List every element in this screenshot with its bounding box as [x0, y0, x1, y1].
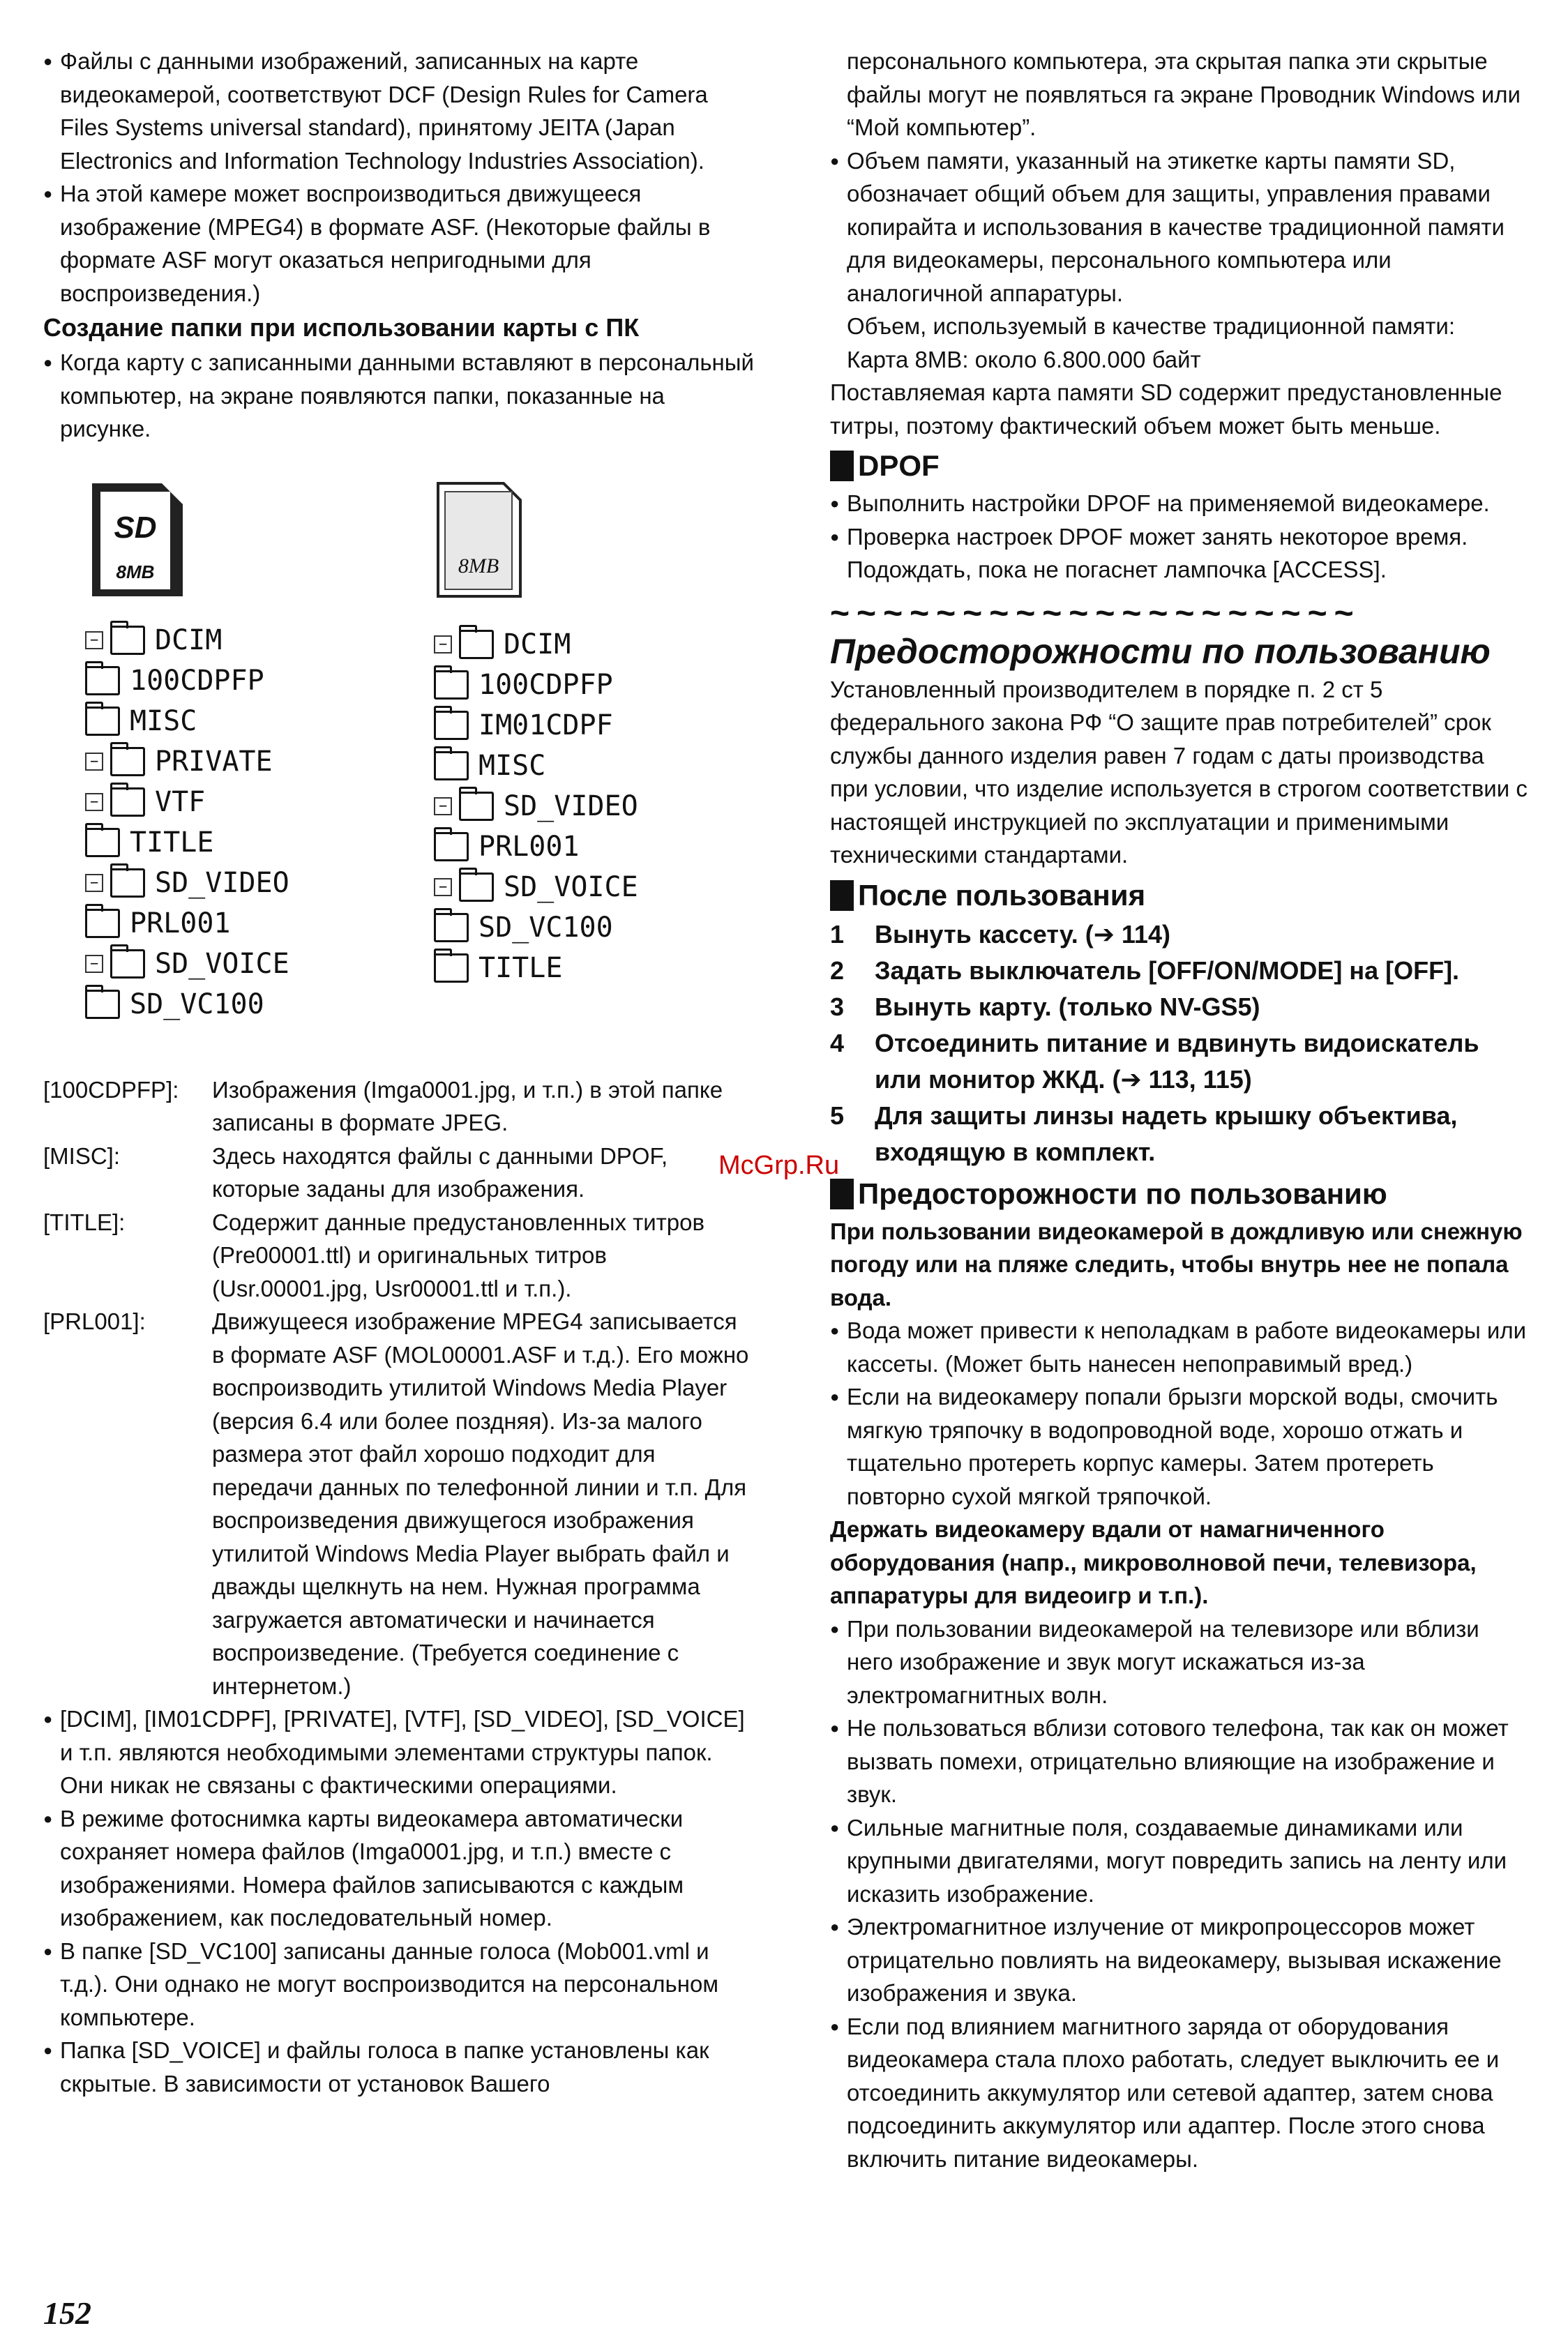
bullet-water-damage: ● Вода может привести к неполадкам в работе видеокамеры или кассеты. (Может быть нанесен непоправимый вред.): [830, 1314, 1528, 1380]
step-3: 3 Вынуть карту. (только NV-GS5): [830, 992, 1260, 1021]
def-title: [TITLE]: Содержит данные предустановленных титров (Pre00001.ttl) и оригинальных титров (Usr.00001.jpg, Usr00001.ttl и т.п.).: [43, 1209, 705, 1301]
bullet-file-numbers: ● В режиме фотоснимка карты видеокамера автоматически сохраняет номера файлов (Imga0001.jpg, и т.п.) вместе с изображениями. Номера файлов записываются с каждым изображением, как последовательный номер.: [43, 1802, 755, 1935]
mmc-card-label: 8MB: [458, 554, 499, 577]
folder-sd-voice: SD_VOICE: [155, 947, 289, 980]
step-1: 1 Вынуть кассету. (➔ 114): [830, 919, 1170, 949]
bullet-hidden-folder: ● Папка [SD_VOICE] и файлы голоса в папке установлены как скрытые. В зависимости от установок Вашего: [43, 2034, 755, 2100]
folder-figure: [43, 446, 755, 1073]
folder-tree-sd: − DCIM 100CDPFP MISC − PRIVATE − VTF TITLE − SD_VIDEO PRL001 − SD_VOICE SD_VC100: [85, 620, 289, 1025]
bullet-dpof-check: ● Проверка настроек DPOF может занять некоторое время. Подождать, пока не погаснет лампочка [ACCESS].: [830, 520, 1528, 587]
service-life-text: Установленный производителем в порядке п. 2 ст 5 федерального закона РФ “О защите прав потребителей” срок службы данного изделия равен 7 годам с даты производства при условии, что изделие используется в строгом соответствии с настоящей инструкцией по эксплуатации и применимыми техническими стандартами.: [830, 676, 1528, 868]
hidden-folder-continued: персонального компьютера, эта скрытая папка эти скрытые файлы могут не появляться га экране Проводник Windows или “Мой компьютер”.: [847, 48, 1521, 140]
left-column: [43, 45, 755, 2100]
folder-private: PRIVATE: [155, 745, 273, 778]
section-marker-icon: [830, 1179, 854, 1209]
warning-water: При пользовании видеокамерой в дождливую или снежную погоду или на пляже следить, чтобы внутрь нее не попала вода.: [830, 1218, 1523, 1311]
warning-magnetic: Держать видеокамеру вдали от намагниченного оборудования (напр., микроволновой печи, телевизора, аппаратуры для видеоигр и т.п.).: [830, 1516, 1477, 1608]
folder-sd-video: SD_VIDEO: [155, 866, 289, 899]
bullet-magnetic-fields: ● Сильные магнитные поля, создаваемые динамиками или крупными двигателями, могут повредить запись на ленту или исказить изображение.: [830, 1811, 1528, 1911]
memory-usage-value: Карта 8MB: около 6.800.000 байт: [847, 346, 1201, 372]
bullet-insert-card: ● Когда карту с записанными данными вставляют в персональный компьютер, на экране появляются папки, показанные на рисунке.: [43, 346, 755, 446]
folder-100cdpfp: 100CDPFP: [478, 668, 613, 701]
bullet-magnetic-charge: ● Если под влиянием магнитного заряда от оборудования видеокамера стала плохо работать, следует выключить ее и отсоединить аккумулятор или сетевой адаптер, затем снова подсоединить аккумулятор или адаптер. После этого снова включить питание видеокамеры.: [830, 2010, 1528, 2176]
folder-misc: MISC: [130, 704, 197, 737]
page-number: 152: [43, 2295, 91, 2331]
folder-sd-vc100: SD_VC100: [130, 988, 264, 1020]
step-4: 4 Отсоединить питание и вдвинуть видоискатель или монитор ЖКД. (➔ 113, 115): [830, 1028, 1479, 1094]
bullet-dpof-settings: ● Выполнить настройки DPOF на применяемой видеокамере.: [830, 487, 1528, 520]
folder-tree-mmc: − DCIM 100CDPFP IM01CDPF MISC − SD_VIDEO PRL001 − SD_VOICE SD_VC100 TITLE: [434, 624, 638, 988]
def-prl001: [PRL001]: Движущееся изображение MPEG4 записывается в формате ASF (MOL00001.ASF и т.д.). Его можно воспроизводить утилитой Windows Media Player (версия 6.4 или более поздняя). Из-за малого размера этот файл хорошо подходит для передачи данных по телефонной линии и т.п. Для воспроизведения движущегося изображения утилитой Windows Media Player выбрать файл и дважды щелкнуть на нем. Нужная программа загружается автоматически и начинается воспроизведение. (Требуется соединение с интернетом.): [43, 1308, 749, 1699]
folder-im01cdpf: IM01CDPF: [478, 709, 613, 741]
sd-card-label: 8MB: [116, 561, 155, 582]
bullet-cell-phone: ● Не пользоваться вблизи сотового телефона, так как он может вызвать помехи, отрицательно влияющие на изображение и звук.: [830, 1712, 1528, 1811]
heading-pc-folder: Создание папки при использовании карты с ПК: [43, 313, 640, 342]
bullet-dcf: ● Файлы с данными изображений, записанных на карте видеокамерой, соответствуют DCF (Design Rules for Camera Files Systems universal standard), принятому JEITA (Japan Electronics and Information Technology Industries Association).: [43, 45, 755, 177]
section-marker-icon: [830, 451, 854, 481]
def-misc: [MISC]: Здесь находятся файлы с данными DPOF, которые заданы для изображения.: [43, 1142, 668, 1202]
precautions-main-title: Предосторожности по пользованию: [830, 631, 1491, 671]
bullet-sea-water: ● Если на видеокамеру попали брызги морской воды, смочить мягкую тряпочку в водопроводной воде, хорошо отжать и тщательно протереть корпус камеры. Затем протереть повторно сухой мягкой тряпочкой.: [830, 1380, 1528, 1513]
wavy-divider: ~~~~~~~~~~~~~~~~~~~~: [830, 597, 1361, 630]
watermark: McGrp.Ru: [718, 1151, 840, 1180]
folder-sd-vc100: SD_VC100: [478, 911, 613, 944]
right-column: [830, 45, 1528, 2175]
sd-card-icon: [85, 481, 190, 599]
folder-misc: MISC: [478, 749, 546, 782]
bullet-microprocessors: ● Электромагнитное излучение от микропроцессоров может отрицательно повлиять на видеокамеру, вызывая искажение изображения и звука.: [830, 1910, 1528, 2010]
folder-vtf: VTF: [155, 785, 206, 818]
folder-prl001: PRL001: [130, 907, 231, 939]
section-after-use: После пользования: [830, 875, 1528, 916]
folder-dcim: DCIM: [155, 624, 223, 656]
svg-text:SD: SD: [114, 510, 157, 545]
folder-sd-voice: SD_VOICE: [504, 870, 638, 903]
bullet-mpeg4: ● На этой камере может воспроизводиться движущееся изображение (MPEG4) в формате ASF. (Некоторые файлы в формате ASF могут оказаться непригодными для воспроизведения.): [43, 177, 755, 310]
section-precautions: Предосторожности по пользованию: [830, 1173, 1528, 1215]
bullet-voice-data: ● В папке [SD_VC100] записаны данные голоса (Mob001.vml и т.д.). Они однако не могут воспроизводится на персональном компьютере.: [43, 1935, 755, 2034]
folder-title: TITLE: [478, 951, 563, 984]
bullet-memory-capacity: ● Объем памяти, указанный на этикетке карты памяти SD, обозначает общий объем для защиты, управления правами копирайта и использования в качестве традиционной памяти для видеокамеры, персонального компьютера или аналогичной аппаратуры.: [830, 144, 1528, 310]
bullet-folder-structure: ● [DCIM], [IM01CDPF], [PRIVATE], [VTF], [SD_VIDEO], [SD_VOICE] и т.п. являются необходимыми элементами структуры папок. Они никак не связаны с фактическими операциями.: [43, 1702, 755, 1802]
step-2: 2 Задать выключатель [OFF/ON/MODE] на [OFF].: [830, 956, 1460, 985]
section-marker-icon: [830, 880, 854, 911]
bullet-tv-interference: ● При пользовании видеокамерой на телевизоре или вблизи него изображение и звук могут искажаться из-за электромагнитных волн.: [830, 1612, 1528, 1712]
folder-dcim: DCIM: [504, 628, 571, 660]
folder-sd-video: SD_VIDEO: [504, 790, 638, 822]
def-100cdpfp: [100CDPFP]: Изображения (Imga0001.jpg, и т.п.) в этой папке записаны в формате JPEG.: [43, 1076, 723, 1135]
mmc-card-icon: [434, 481, 525, 599]
memory-usage-label: Объем, используемый в качестве традиционной памяти:: [847, 313, 1456, 339]
folder-100cdpfp: 100CDPFP: [130, 664, 264, 697]
section-dpof: DPOF: [830, 445, 1528, 487]
folder-prl001: PRL001: [478, 830, 580, 863]
step-5: 5 Для защиты линзы надеть крышку объектива, входящую в комплект.: [830, 1101, 1458, 1166]
preset-titles-note: Поставляемая карта памяти SD содержит предустановленные титры, поэтому фактический объем может быть меньше.: [830, 379, 1502, 439]
folder-title: TITLE: [130, 826, 214, 859]
